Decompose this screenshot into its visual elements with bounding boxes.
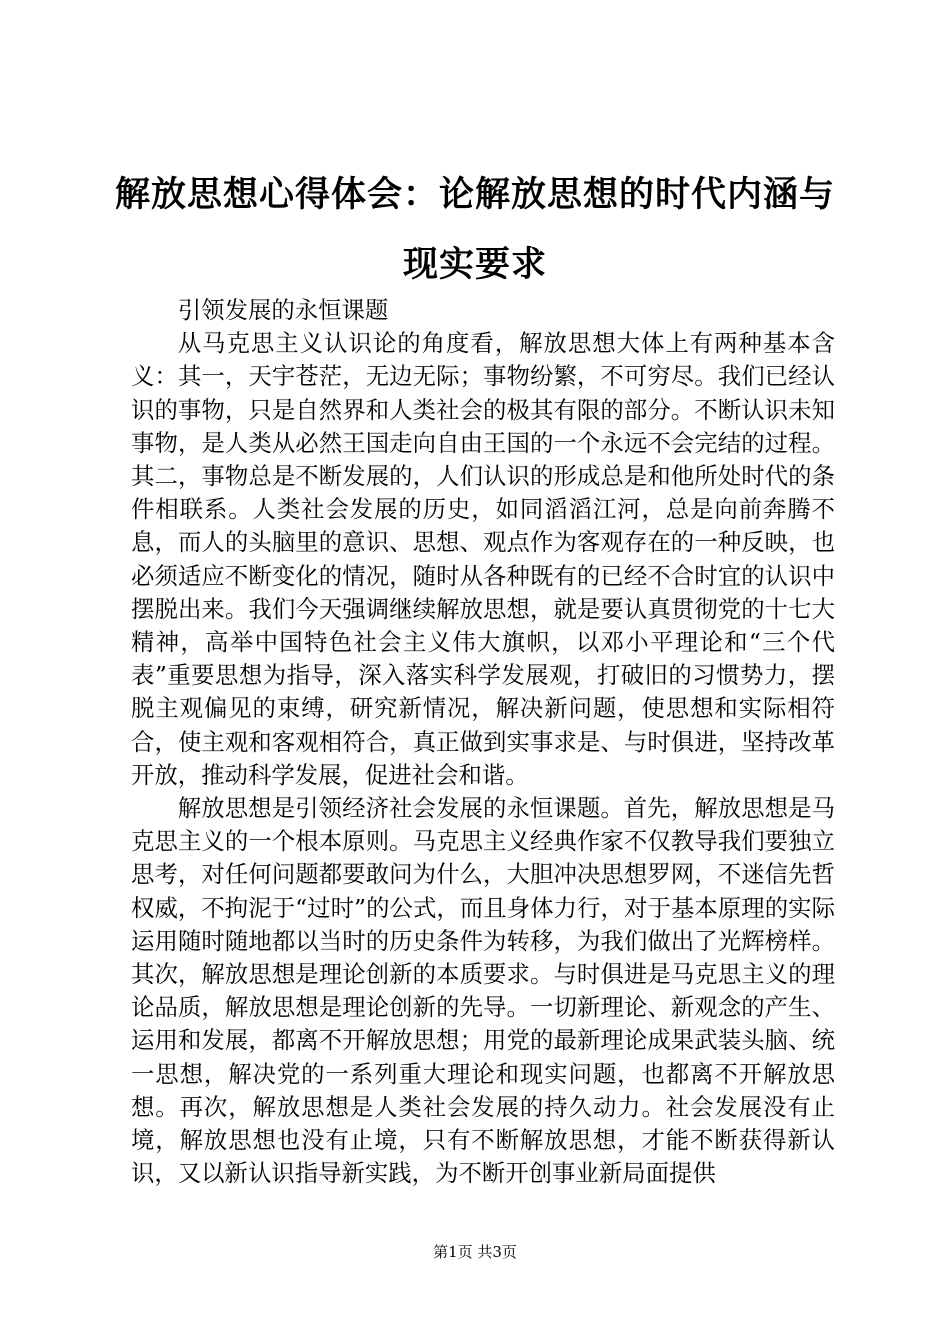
body-paragraph: 从马克思主义认识论的角度看，解放思想大体上有两种基本含义：其一，天宇苍茫，无边无际；事物纷繁，不可穷尽。我们已经认识的事物，只是自然界和人类社会的极其有限的部分。不断认识未知事物，是人类从必然王国走向自由王国的一个永远不会完结的过程。其二，事物总是不断发展的，人们认识的形成总是和他所处时代的条件相联系。人类社会发展的历史，如同滔滔江河，总是向前奔腾不息，而人的头脑里的意识、思想、观点作为客观存在的一种反映，也必须适应不断变化的情况，随时从各种既有的已经不合时宜的认识中摆脱出来。我们今天强调继续解放思想，就是要认真贯彻党的十七大精神，高举中国特色社会主义伟大旗帜，以邓小平理论和“三个代表”重要思想为指导，深入落实科学发展观，打破旧的习惯势力，摆脱主观偏见的束缚，研究新情况，解决新问题，使思想和实际相符合，使主观和客观相符合，真正做到实事求是、与时俱进，坚持改革开放，推动科学发展，促进社会和谐。 [131,329,835,789]
body-paragraph: 解放思想是引领经济社会发展的永恒课题。首先，解放思想是马克思主义的一个根本原则。马克思主义经典作家不仅教导我们要独立思考，对任何问题都要敢问为什么，大胆冲决思想罗网，不迷信先哲权威，不拘泥于“过时”的公式，而且身体力行，对于基本原理的实际运用随时随地都以当时的历史条件为转移，为我们做出了光辉榜样。其次，解放思想是理论创新的本质要求。与时俱进是马克思主义的理论品质，解放思想是理论创新的先导。一切新理论、新观念的产生、运用和发展，都离不开解放思想；用党的最新理论成果武装头脑、统一思想，解决党的一系列重大理论和现实问题，也都离不开解放思想。再次，解放思想是人类社会发展的持久动力。社会发展没有止境，解放思想也没有止境，只有不断解放思想，才能不断获得新认识，又以新认识指导新实践，为不断开创事业新局面提供 [131,794,835,1188]
document-body [131,294,835,1190]
section-heading: 引领发展的永恒课题 [177,296,389,324]
document-title: 解放思想心得体会：论解放思想的时代内涵与现实要求 [114,174,835,285]
page-number-footer: 第1页 共3页 [433,1243,517,1261]
